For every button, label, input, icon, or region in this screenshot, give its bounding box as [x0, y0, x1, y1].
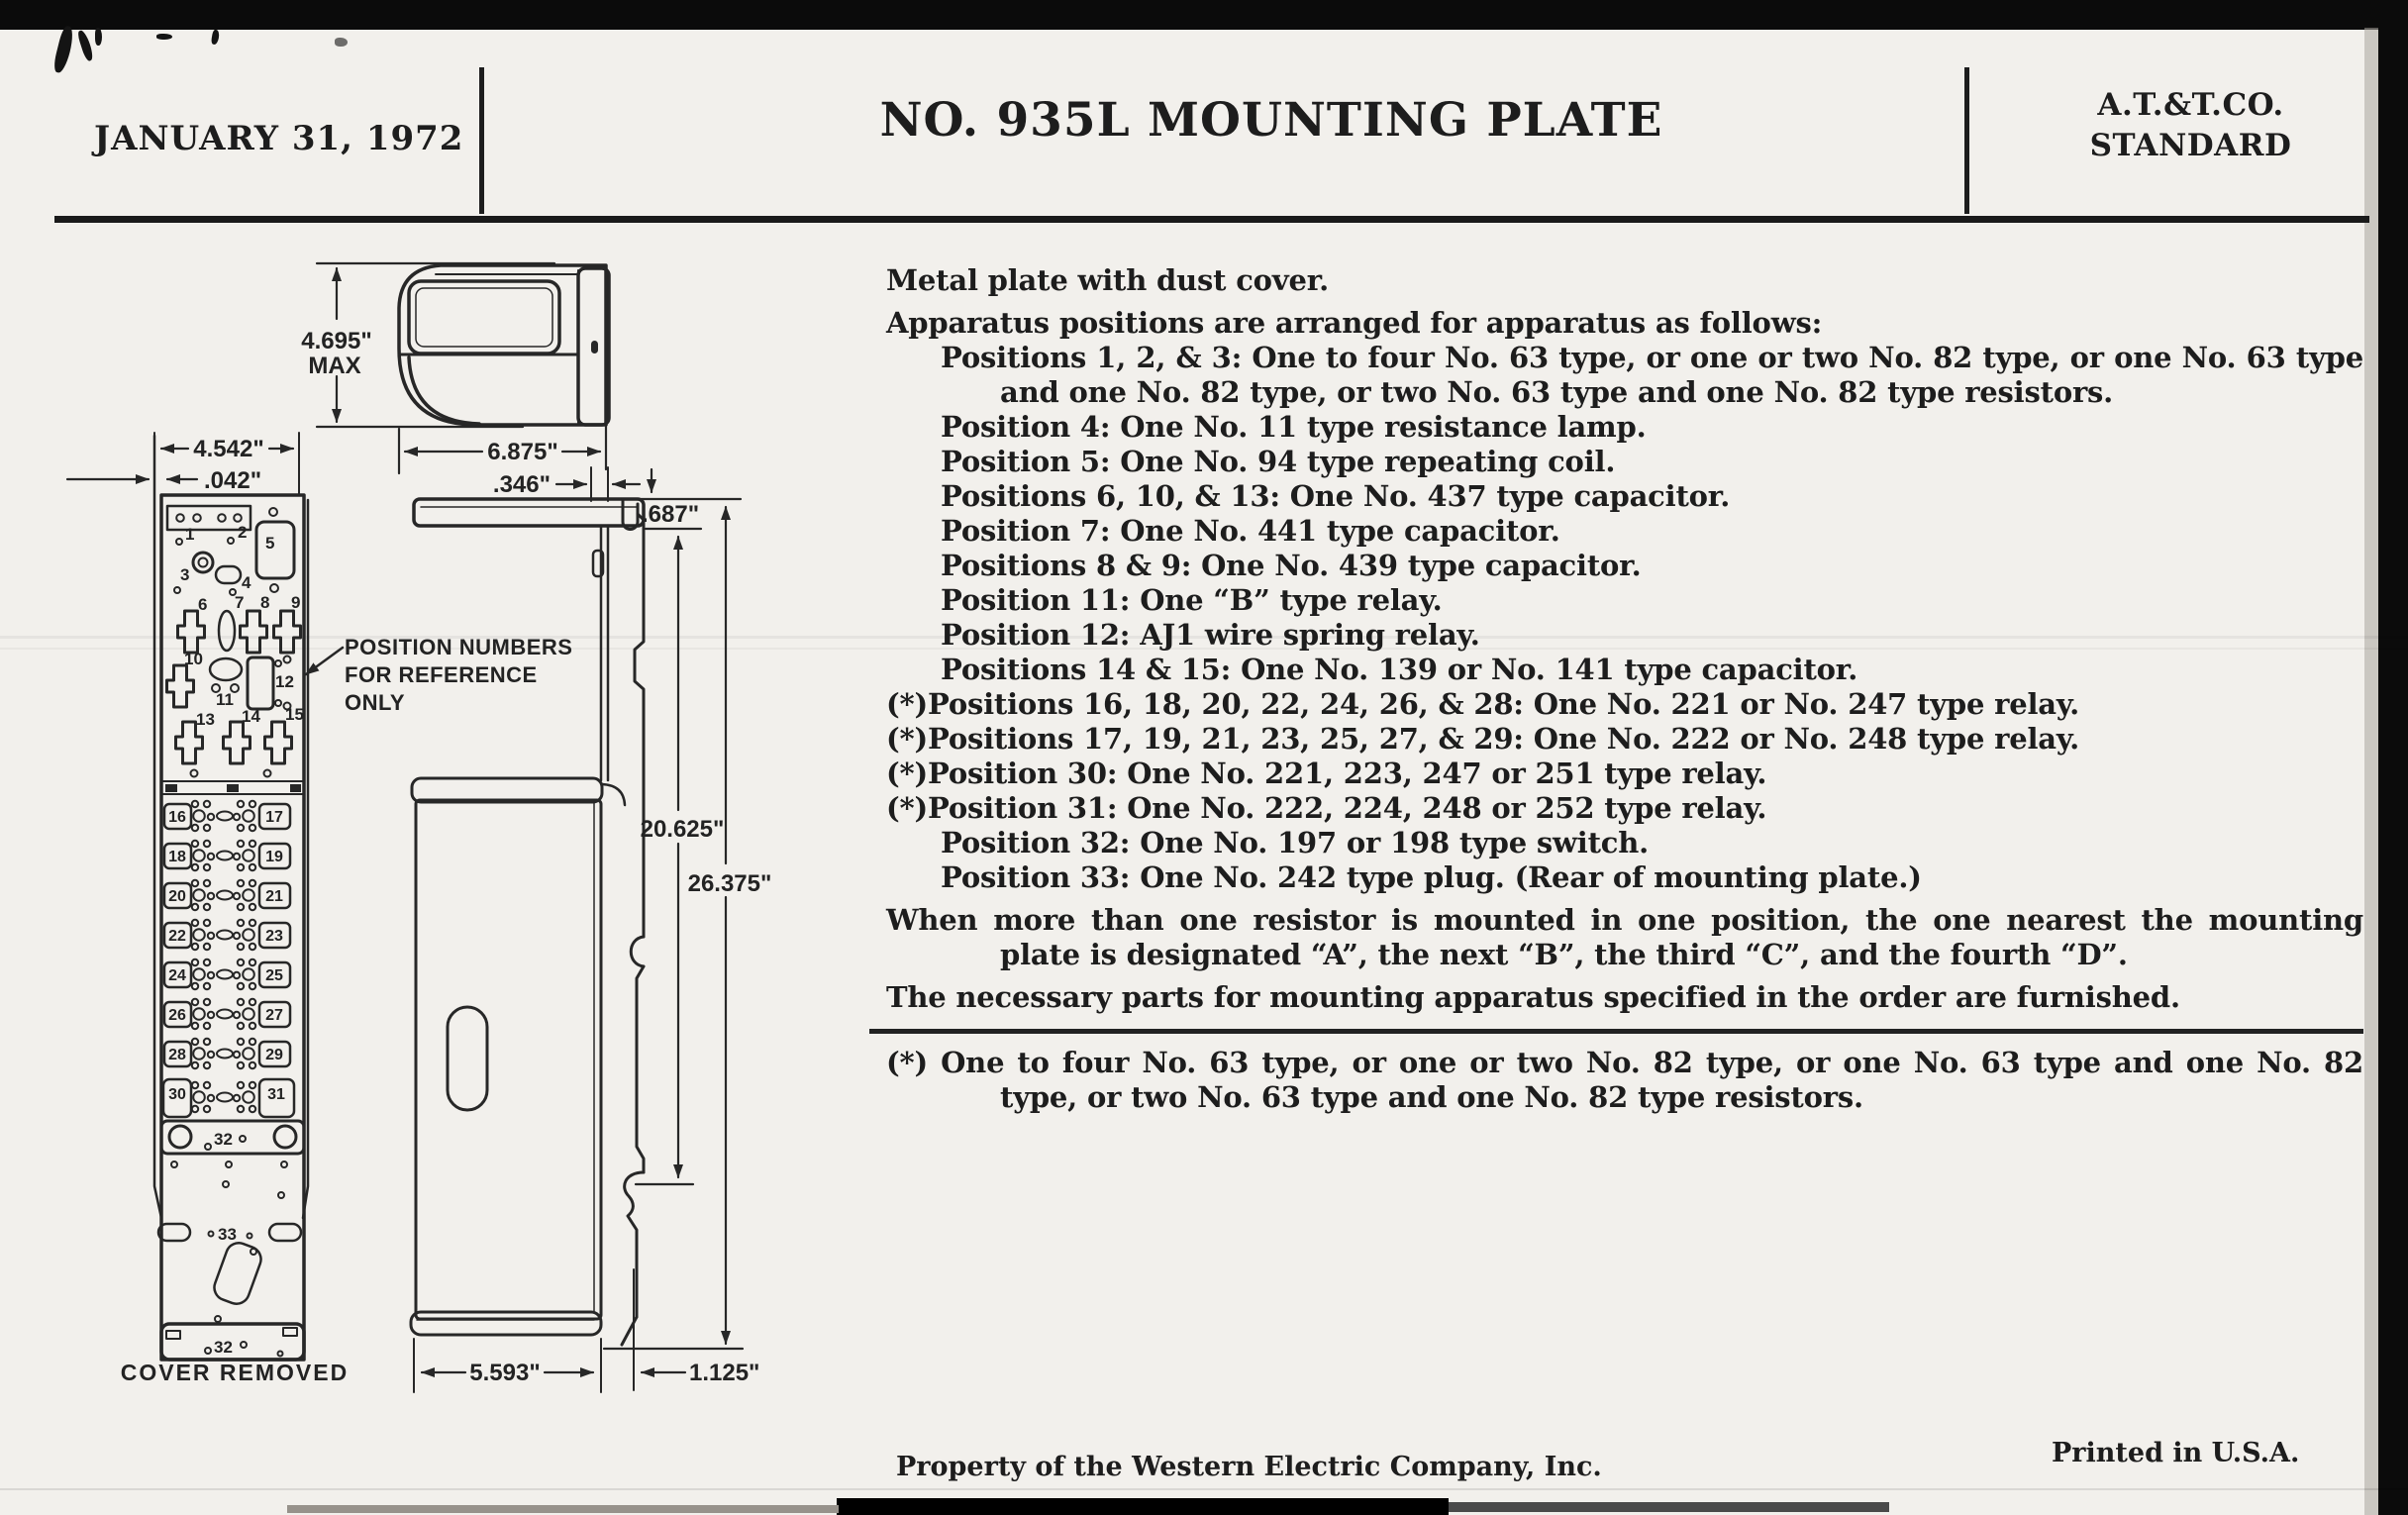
row-label: 26 — [168, 1007, 186, 1024]
relay-row-28-29 — [164, 1039, 290, 1068]
furnished-parts-note: The necessary parts for mounting apparatus specified in the order are furnished. — [886, 980, 2180, 1014]
front-view-mounting-plate — [67, 433, 349, 1385]
ink-smudge — [335, 38, 348, 47]
position-spec: Positions 14 & 15: One No. 139 or No. 141 type capacitor. — [941, 653, 1858, 686]
position-spec: Position 32: One No. 197 or 198 type switch. — [941, 826, 1650, 859]
row-label: 19 — [265, 849, 283, 865]
dim-edge-gap-label: .042" — [204, 467, 262, 494]
dim-cover-height-max: MAX — [308, 353, 361, 379]
position-spec-starred: (*)Position 30: One No. 221, 223, 247 or 251 type relay. — [886, 757, 1767, 790]
callout-line2: FOR REFERENCE — [345, 662, 538, 687]
row-label: 30 — [168, 1086, 186, 1103]
dimension-overall-height — [604, 507, 771, 1349]
row-label: 22 — [168, 928, 186, 945]
dimension-cover-offset — [493, 467, 652, 501]
relay-row-20-21 — [164, 880, 290, 910]
relay-row-18-19 — [164, 841, 290, 870]
position-33-label: 33 — [218, 1225, 237, 1244]
cover-latch-hole — [591, 341, 598, 354]
dim-cover-offset-label: .346" — [492, 471, 551, 498]
row-label: 29 — [265, 1047, 283, 1063]
position-spec-starred: (*)Positions 16, 18, 20, 22, 24, 26, & 28: One No. 221 or No. 247 type relay. — [886, 687, 2080, 721]
dimension-cover-width — [399, 427, 606, 473]
dim-overall-height-label: 26.375" — [687, 870, 772, 897]
position-spec: Position 33: One No. 242 type plug. (Rear of mounting plate.) — [941, 860, 1922, 894]
org-standard-label — [2020, 85, 2361, 166]
callout-line1: POSITION NUMBERS — [345, 635, 573, 659]
dim-base-depth-label: 5.593" — [469, 1360, 541, 1386]
callout-arrow — [306, 648, 343, 674]
position-numbers-callout — [306, 635, 572, 715]
row-label: 27 — [265, 1007, 283, 1024]
scan-bottom-bar-light — [287, 1505, 839, 1513]
row-label: 25 — [265, 967, 283, 984]
ink-smudge — [76, 29, 94, 61]
row-label: 17 — [265, 809, 283, 826]
position-label: 10 — [184, 650, 203, 668]
document-date: JANUARY 31, 1972 — [94, 119, 464, 158]
row-label: 28 — [168, 1047, 186, 1063]
position-label: 12 — [275, 672, 294, 691]
position-spec: Positions 8 & 9: One No. 439 type capacitor. — [941, 549, 1642, 582]
dimension-edge-gap — [67, 467, 261, 494]
relay-row-16-17 — [164, 801, 290, 831]
property-notice: Property of the Western Electric Company, Inc. — [896, 1452, 1602, 1482]
dim-slot-span-label: 20.625" — [640, 816, 725, 843]
relay-row-22-23 — [164, 920, 290, 950]
row-label: 21 — [265, 888, 283, 905]
position-label: 14 — [242, 707, 260, 726]
dim-bracket-depth-label: 1.125" — [689, 1360, 760, 1386]
position-spec: Position 4: One No. 11 type resistance lamp. — [941, 410, 1647, 444]
cover-slot — [448, 1007, 487, 1110]
row-label: 18 — [168, 849, 186, 865]
row-label: 31 — [267, 1086, 285, 1103]
plug-position-33-area — [158, 1181, 301, 1322]
dimension-bracket-depth — [634, 1269, 759, 1390]
page-title: NO. 935L MOUNTING PLATE — [879, 93, 1663, 148]
row-label: 23 — [265, 928, 283, 945]
position-label: 8 — [260, 593, 270, 612]
relay-row-30-31 — [163, 1079, 294, 1117]
plate-bottom-bar — [161, 1324, 304, 1360]
row-label: 20 — [168, 888, 186, 905]
scan-streak — [0, 1488, 2408, 1490]
relay-row-26-27 — [164, 999, 290, 1029]
position-spec: Position 11: One “B” type relay. — [941, 583, 1443, 617]
scan-right-bar — [2378, 28, 2408, 1515]
ink-smudge — [211, 30, 220, 46]
position-label: 2 — [238, 523, 248, 542]
dimension-base-depth — [414, 1339, 601, 1392]
position-spec: Positions 1, 2, & 3: One to four No. 63 type, or one or two No. 82 type, or one No. 63 type and one No. 82 type, or two No. 63 type and one No. 82 type resistors. — [941, 341, 2363, 409]
dust-cover-side — [416, 800, 601, 1319]
position-label: 6 — [198, 595, 208, 614]
position-spec: Position 5: One No. 94 type repeating coil. — [941, 445, 1616, 478]
dim-plate-width-label: 4.542" — [193, 436, 264, 462]
position-label: 11 — [216, 690, 234, 709]
switch-position-32-bar — [161, 1121, 304, 1167]
position-label: 13 — [196, 710, 215, 729]
position-spec-starred: (*)Positions 17, 19, 21, 23, 25, 27, & 29: One No. 222 or No. 248 type relay. — [886, 722, 2080, 756]
side-view-assembly — [411, 499, 644, 1345]
position-label: 1 — [185, 525, 195, 544]
footnote-text: (*) One to four No. 63 type, or one or two No. 82 type, or one No. 63 type and one No. 82 type, or two No. 63 type and one No. 82 type resistors. — [886, 1046, 2363, 1114]
scan-bottom-bar — [837, 1498, 1449, 1515]
position-label: 15 — [285, 705, 304, 724]
position-label: 7 — [235, 593, 245, 612]
row-label: 16 — [168, 809, 186, 826]
callout-line3: ONLY — [345, 690, 406, 715]
scan-bottom-bar-gray — [1449, 1502, 1889, 1512]
row-label: 24 — [168, 967, 186, 984]
resistor-designation-note: When more than one resistor is mounted in one position, the one nearest the mounting plate is designated “A”, the next “B”, the third “C”, and the fourth “D”. — [886, 903, 2363, 971]
printed-in-usa: Printed in U.S.A. — [2052, 1438, 2300, 1468]
top-view-dust-cover — [399, 265, 609, 425]
specification-text — [886, 255, 2363, 1115]
header-divider-left — [479, 67, 484, 214]
header-rule — [54, 216, 2369, 223]
scan-top-bar — [0, 0, 2408, 30]
position-label: 9 — [291, 593, 301, 612]
ink-smudge — [95, 28, 102, 46]
header-divider-right — [1964, 67, 1969, 214]
org-line1: A.T.&T.CO. — [2097, 87, 2284, 123]
relay-row-24-25 — [164, 960, 290, 989]
dimension-slot-span — [636, 537, 724, 1184]
intro-line: Metal plate with dust cover. — [886, 263, 1330, 297]
org-line2: STANDARD — [2089, 128, 2292, 163]
ink-smudge — [51, 25, 75, 74]
dim-cover-height-label: 4.695" — [301, 328, 372, 354]
position-spec-starred: (*)Position 31: One No. 222, 224, 248 or 252 type relay. — [886, 791, 1767, 825]
position-spec: Position 12: AJ1 wire spring relay. — [941, 618, 1480, 652]
plate-divider-strip — [161, 781, 304, 794]
position-label: 5 — [265, 534, 275, 553]
position-32-bottom-label: 32 — [214, 1338, 233, 1357]
intro-line: Apparatus positions are arranged for apparatus as follows: — [886, 306, 1823, 340]
ink-smudge — [156, 34, 172, 40]
front-view-caption: COVER REMOVED — [120, 1360, 350, 1385]
position-spec: Position 7: One No. 441 type capacitor. — [941, 514, 1560, 548]
dim-notch-depth-label: .687" — [642, 501, 700, 528]
position-32-label: 32 — [214, 1130, 233, 1149]
technical-drawing — [40, 238, 822, 1475]
position-label: 4 — [242, 573, 251, 592]
position-spec: Positions 6, 10, & 13: One No. 437 type capacitor. — [941, 479, 1731, 513]
position-label: 3 — [180, 565, 190, 584]
footnote-separator-rule — [869, 1029, 2363, 1034]
front-upper-apparatus — [167, 506, 304, 777]
dim-cover-width-label: 6.875" — [487, 439, 558, 465]
